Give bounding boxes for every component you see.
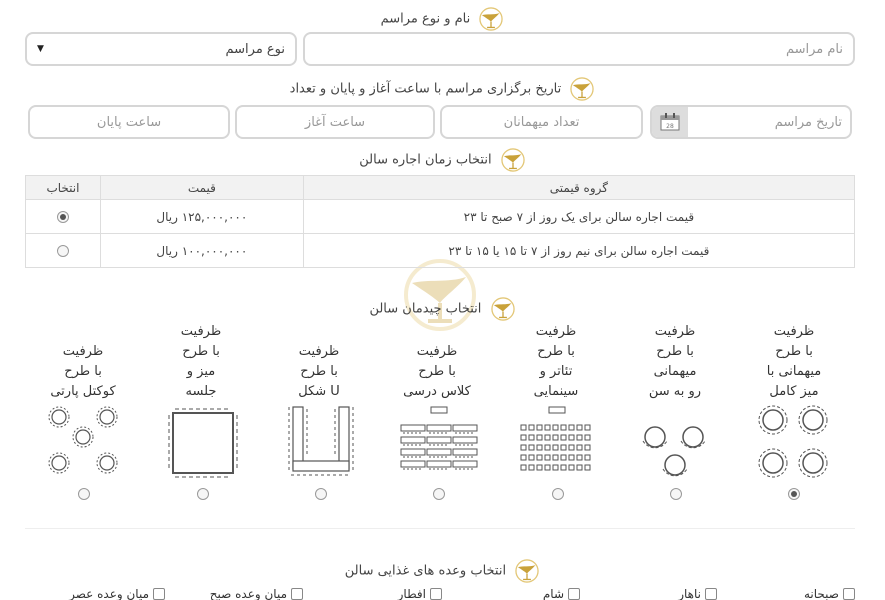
meal-option-afternoon-snack[interactable] (69, 587, 165, 600)
layout-line: ظرفیت (416, 344, 458, 359)
layout-label-classroom (392, 322, 482, 402)
layout-line: میهمانی (653, 364, 697, 379)
layout-line: کوکتل پارتی (50, 384, 116, 399)
price-table (25, 175, 855, 268)
layout-line: با طرح (537, 344, 575, 359)
table-row[interactable] (26, 200, 855, 234)
layout-line: رو به سن (648, 384, 702, 399)
checkbox-lunch[interactable] (705, 588, 717, 600)
meal-label: میان وعده صبح (209, 587, 287, 600)
brand-logo-icon (478, 6, 504, 32)
end-time-input[interactable]: ساعت پایان (28, 105, 230, 139)
layout-radio-u-shape[interactable] (315, 488, 327, 500)
layout-line: تئاتر و (539, 364, 573, 379)
section-title-date-time: تاریخ برگزاری مراسم با ساعت آغاز و پایان و تعداد (0, 76, 885, 102)
start-time-input[interactable]: ساعت آغاز (235, 105, 435, 139)
meal-label: صبحانه (804, 587, 839, 600)
meal-option-morning-snack[interactable] (210, 587, 303, 600)
layout-radio-cocktail[interactable] (78, 488, 90, 500)
ceremony-type-select[interactable] (25, 32, 297, 66)
checkbox-dinner[interactable] (568, 588, 580, 600)
column-header-select: انتخاب (26, 176, 101, 200)
svg-text:28: 28 (666, 123, 674, 130)
brand-logo-icon (500, 147, 526, 173)
layout-line: میز کامل (769, 384, 819, 399)
column-header-price: قیمت (100, 176, 303, 200)
price-group-cell: قیمت اجاره سالن برای نیم روز از ۷ تا ۱۵ یا ۱۵ تا ۲۳ (303, 234, 854, 268)
section-title-name-type: نام و نوع مراسم (0, 6, 885, 32)
layout-line: با طرح (300, 364, 338, 379)
section-title-meals: انتخاب وعده های غذایی سالن (0, 558, 885, 584)
layout-radio-theater[interactable] (552, 488, 564, 500)
table-row[interactable] (26, 234, 855, 268)
meal-option-breakfast[interactable] (804, 587, 855, 600)
table-header-row (26, 176, 855, 200)
layout-radio-stage-facing[interactable] (670, 488, 682, 500)
ceremony-name-input[interactable]: نام مراسم (303, 32, 855, 66)
u-shape-seating-icon[interactable] (281, 405, 361, 480)
meal-label: ناهار (678, 587, 701, 600)
layout-label-stage-facing (630, 322, 720, 402)
layout-label-theater (511, 322, 601, 402)
layout-line: با طرح (656, 344, 694, 359)
price-group-cell: قیمت اجاره سالن برای یک روز از ۷ صبح تا ۲۳ (303, 200, 854, 234)
layout-label-full-table (749, 322, 839, 402)
layout-line: جلسه (185, 384, 217, 399)
layout-radio-full-table[interactable] (788, 488, 800, 500)
layout-line: ظرفیت (62, 344, 104, 359)
meal-option-iftar[interactable] (398, 587, 442, 600)
checkbox-iftar[interactable] (430, 588, 442, 600)
ceremony-date-input[interactable]: تاریخ مراسم 28 (650, 105, 852, 139)
meal-option-lunch[interactable] (678, 587, 717, 600)
layout-line: با طرح (182, 344, 220, 359)
meal-label: افطار (397, 587, 426, 600)
price-radio-full-day[interactable] (57, 211, 69, 223)
layout-line: ظرفیت (535, 324, 577, 339)
layout-line: U شکل (298, 384, 340, 399)
meal-label: شام (542, 587, 564, 600)
layout-line: ظرفیت (180, 324, 222, 339)
theater-seating-icon[interactable] (517, 405, 597, 480)
checkbox-morning-snack[interactable] (291, 588, 303, 600)
meal-option-dinner[interactable] (543, 587, 580, 600)
ceremony-type-value: نوع مراسم (225, 41, 285, 57)
layout-line: سینمایی (533, 384, 579, 399)
calendar-icon[interactable] (652, 107, 688, 137)
cocktail-tables-icon[interactable] (45, 405, 125, 480)
layout-line: با طرح (775, 344, 813, 359)
meeting-table-icon[interactable] (163, 405, 243, 480)
price-cell: ۱۲۵,۰۰۰,۰۰۰ ریال (100, 200, 303, 234)
select-cell (26, 234, 101, 268)
layout-line: میهمانی با (766, 364, 822, 379)
section-title-layout: انتخاب چیدمان سالن (0, 296, 885, 322)
layout-line: با طرح (418, 364, 456, 379)
price-radio-half-day[interactable] (57, 245, 69, 257)
layout-line: کلاس درسی (403, 384, 471, 399)
brand-logo-icon (569, 76, 595, 102)
chevron-down-icon: ▼ (37, 44, 44, 54)
layout-label-u-shape (274, 322, 364, 402)
layout-radio-classroom[interactable] (433, 488, 445, 500)
layout-line: ظرفیت (298, 344, 340, 359)
meal-label: میان وعده عصر (69, 587, 149, 600)
layout-line: ظرفیت (654, 324, 696, 339)
classroom-seating-icon[interactable] (399, 405, 479, 480)
checkbox-afternoon-snack[interactable] (153, 588, 165, 600)
brand-logo-icon (490, 296, 516, 322)
layout-line: با طرح (64, 364, 102, 379)
select-cell (26, 200, 101, 234)
column-header-group: گروه قیمتی (303, 176, 854, 200)
brand-logo-icon (514, 558, 540, 584)
guests-count-input[interactable]: تعداد میهمانان (440, 105, 643, 139)
checkbox-breakfast[interactable] (843, 588, 855, 600)
layout-line: میز و (186, 364, 216, 379)
round-tables-icon[interactable] (753, 405, 833, 480)
layout-label-cocktail (38, 322, 128, 402)
layout-label-meeting (156, 322, 246, 402)
section-title-rental-time: انتخاب زمان اجاره سالن (0, 147, 885, 173)
layout-radio-meeting[interactable] (197, 488, 209, 500)
stage-facing-tables-icon[interactable] (635, 405, 715, 480)
price-cell: ۱۰۰,۰۰۰,۰۰۰ ریال (100, 234, 303, 268)
divider (25, 528, 855, 529)
layout-line: ظرفیت (773, 324, 815, 339)
